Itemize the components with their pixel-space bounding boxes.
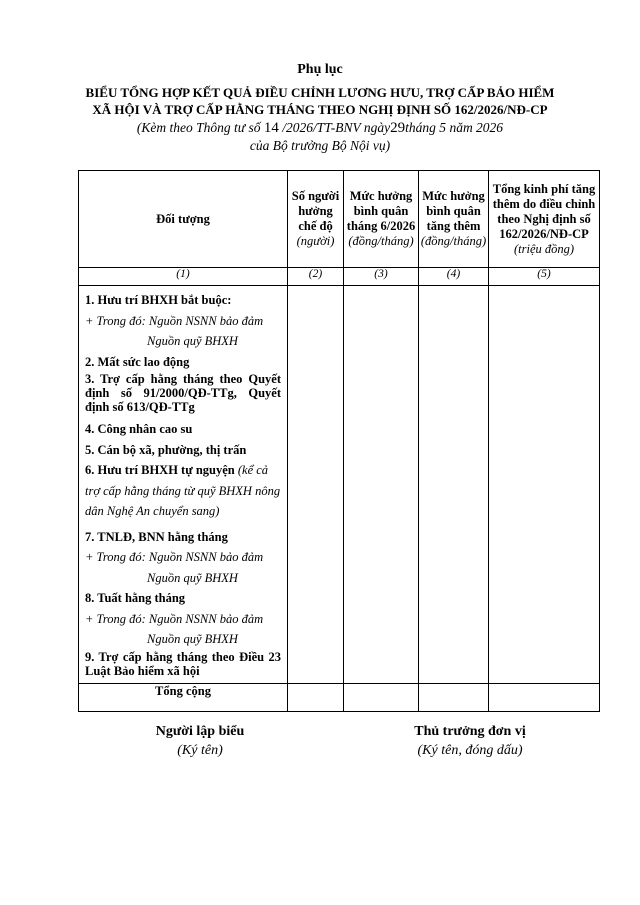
total-funding-sum-cell[interactable] <box>489 683 600 711</box>
subtitle-prefix: (Kèm theo Thông tư số <box>136 120 264 135</box>
column-header-average-benefit: Mức hưởng bình quân tháng 6/2026 (đồng/tháng) <box>344 171 419 268</box>
subject-list-cell <box>79 286 288 684</box>
subject-item-note: (kể cả trợ cấp hằng tháng từ quỹ BHXH nông dân Nghệ An chuyển sang) <box>85 463 281 518</box>
subject-item: 6. Hưu trí BHXH tự nguyện <box>85 463 235 477</box>
head-role: Thủ trưởng đơn vị <box>414 724 526 739</box>
total-average-benefit-cell[interactable] <box>344 683 419 711</box>
average-benefit-cell[interactable] <box>344 286 419 684</box>
preparer-role: Người lập biểu <box>155 724 245 739</box>
column-header-total-funding: Tổng kinh phí tăng thêm do điều chỉnh theo Nghị định số 162/2026/NĐ-CP (triệu đồng) <box>489 171 600 268</box>
title-line-1: BIỂU TỔNG HỢP KẾT QUẢ ĐIỀU CHỈNH LƯƠNG HƯU, TRỢ CẤP BẢO HIỂM <box>85 85 555 100</box>
subject-item-group <box>85 460 281 522</box>
subject-item: 9. Trợ cấp hằng tháng theo Điều 23 Luật Bảo hiểm xã hội <box>85 649 281 678</box>
total-funding-cell[interactable] <box>489 286 600 684</box>
subtitle-year: năm 2026 <box>446 120 504 135</box>
document-subtitle <box>60 119 580 155</box>
subtitle-line-1 <box>60 119 580 137</box>
total-label: Tổng cộng <box>79 683 288 711</box>
preparer-note: (Ký tên) <box>177 743 223 758</box>
subject-subitem: + Trong đó: Nguồn NSNN bảo đảm <box>85 611 264 626</box>
unit-vnd-month: (đồng/tháng) <box>348 234 414 248</box>
unit-million-vnd: (triệu đồng) <box>513 241 575 256</box>
subject-item: 4. Công nhân cao su <box>85 422 193 436</box>
subject-item: 3. Trợ cấp hằng tháng theo Quyết định số 91/2000/QĐ-TTg, Quyết định số 613/QĐ-TTg <box>85 372 281 414</box>
preparer-signature-block <box>110 722 290 760</box>
appendix-label: Phụ lục <box>297 62 343 77</box>
unit-vnd-month-increase: (đồng/tháng) <box>420 234 487 248</box>
column-index: (4) <box>419 268 489 286</box>
column-index: (5) <box>489 268 600 286</box>
circular-number: 14 <box>263 120 279 136</box>
column-header-subject: Đối tượng <box>79 171 288 268</box>
column-index: (2) <box>288 268 344 286</box>
report-table <box>78 170 600 712</box>
subject-item: 8. Tuất hằng tháng <box>85 591 186 605</box>
title-line-2: XÃ HỘI VÀ TRỢ CẤP HẰNG THÁNG THEO NGHỊ ĐỊNH SỐ 162/2026/NĐ-CP <box>92 102 548 117</box>
subject-subitem: Nguồn quỹ BHXH <box>147 334 238 348</box>
header-row <box>79 171 600 268</box>
subtitle-middle: /2026/TT-BNV ngày <box>278 120 391 135</box>
subject-subitem: Nguồn quỹ BHXH <box>147 632 238 646</box>
subject-item: 1. Hưu trí BHXH bắt buộc: <box>85 293 232 307</box>
column-header-beneficiaries: Số người hưởng chế độ (người) <box>288 171 344 268</box>
column-header-average-increase: Mức hưởng bình quân tăng thêm (đồng/tháng) <box>419 171 489 268</box>
column-index-row <box>79 268 600 286</box>
average-increase-cell[interactable] <box>419 286 489 684</box>
total-row <box>79 683 600 711</box>
subject-item: 5. Cán bộ xã, phường, thị trấn <box>85 442 247 457</box>
total-beneficiaries-cell[interactable] <box>288 683 344 711</box>
subject-subitem: + Trong đó: Nguồn NSNN bảo đảm <box>85 313 264 328</box>
body-row <box>79 286 600 684</box>
subtitle-month: tháng 5 <box>405 120 447 135</box>
column-index: (1) <box>79 268 288 286</box>
subject-subitem: Nguồn quỹ BHXH <box>147 570 238 585</box>
total-average-increase-cell[interactable] <box>419 683 489 711</box>
unit-persons: (người) <box>296 234 335 248</box>
issue-day: 29 <box>390 120 406 136</box>
subtitle-line-2: của Bộ trưởng Bộ Nội vụ) <box>249 138 391 153</box>
column-index: (3) <box>344 268 419 286</box>
beneficiaries-cell[interactable] <box>288 286 344 684</box>
subject-item: 2. Mất sức lao động <box>85 354 190 369</box>
head-signature-block <box>360 722 580 760</box>
document-title <box>60 84 580 118</box>
subject-item: 7. TNLĐ, BNN hằng tháng <box>85 529 228 544</box>
subject-subitem: + Trong đó: Nguồn NSNN bảo đảm <box>85 550 264 564</box>
head-note: (Ký tên, đóng dấu) <box>417 743 523 758</box>
